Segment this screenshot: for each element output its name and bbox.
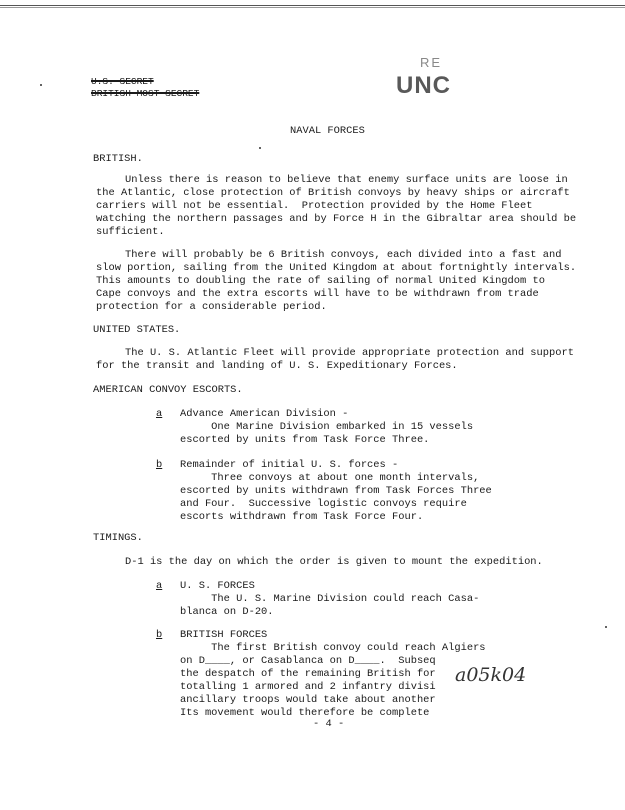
text-line: the despatch of the remaining British for xyxy=(180,668,436,680)
heading-american-convoy-escorts: AMERICAN CONVOY ESCORTS. xyxy=(93,384,243,396)
stray-mark xyxy=(259,147,261,149)
text-line: slow portion, sailing from the United Kingdom at about fortnightly intervals. xyxy=(96,262,577,274)
paragraph-timings: D-1 is the day on which the order is given to mount the expedition. xyxy=(125,556,543,568)
stray-mark xyxy=(40,84,42,86)
text-line: Remainder of initial U. S. forces - xyxy=(180,459,399,471)
text-line: the Atlantic, close protection of British convoys by heavy ships or aircraft xyxy=(96,187,570,199)
text-line: Cape convoys and the extra escorts will have to be withdrawn from trade xyxy=(96,288,539,300)
heading-british: BRITISH. xyxy=(93,153,143,165)
list-marker: b xyxy=(156,459,163,471)
list-marker: a xyxy=(156,580,163,592)
text-line: for the transit and landing of U. S. Expeditionary Forces. xyxy=(96,360,458,372)
text-line: escorts withdrawn from Task Force Four. xyxy=(180,511,424,523)
declassification-stamp-faded: RE xyxy=(420,55,443,70)
text-line: Unless there is reason to believe that enemy surface units are loose in xyxy=(125,174,568,186)
text-line: This amounts to doubling the rate of sailing of normal United Kingdom to xyxy=(96,275,545,287)
classification-us-secret: U.S. SECRET xyxy=(91,76,154,87)
text-line: escorted by units from Task Force Three. xyxy=(180,434,430,446)
text-line: carriers will not be essential. Protection provided by the Home Fleet xyxy=(96,200,533,212)
page-number: - 4 - xyxy=(313,718,345,730)
handwritten-note: a05k04 xyxy=(455,664,527,686)
text-line: The first British convoy could reach Algiers xyxy=(180,642,486,654)
text-line: Advance American Division - xyxy=(180,408,349,420)
text-line: blanca on D-20. xyxy=(180,606,274,618)
classification-british-most-secret: BRITISH MOST SECRET xyxy=(91,88,200,99)
text-line: and Four. Successive logistic convoys require xyxy=(180,498,467,510)
text-line: The U. S. Marine Division could reach Casa- xyxy=(180,593,480,605)
text-line: sufficient. xyxy=(96,226,165,238)
page-title: NAVAL FORCES xyxy=(290,125,365,137)
text-line: Its movement would therefore be complete xyxy=(180,707,430,719)
text-line: U. S. FORCES xyxy=(180,580,255,592)
text-line: ancillary troops would take about another xyxy=(180,694,436,706)
top-rule-secondary xyxy=(0,7,625,8)
text-line: BRITISH FORCES xyxy=(180,629,268,641)
declassification-stamp: UNC xyxy=(396,72,451,99)
text-line: on D____, or Casablanca on D____. Subseq xyxy=(180,655,436,667)
top-rule xyxy=(0,5,625,6)
text-line: protection for a considerable period. xyxy=(96,301,327,313)
stray-mark xyxy=(605,626,607,628)
heading-timings: TIMINGS. xyxy=(93,532,143,544)
text-line: watching the northern passages and by Force H in the Gibraltar area should be xyxy=(96,213,577,225)
text-line: One Marine Division embarked in 15 vessels xyxy=(180,421,474,433)
text-line: The U. S. Atlantic Fleet will provide appropriate protection and support xyxy=(125,347,574,359)
list-marker: b xyxy=(156,629,163,641)
text-line: totalling 1 armored and 2 infantry divisi xyxy=(180,681,436,693)
text-line: Three convoys at about one month intervals, xyxy=(180,472,480,484)
text-line: escorted by units withdrawn from Task Forces Three xyxy=(180,485,492,497)
heading-united-states: UNITED STATES. xyxy=(93,324,181,336)
text-line: There will probably be 6 British convoys, each divided into a fast and xyxy=(125,249,562,261)
list-marker: a xyxy=(156,408,163,420)
